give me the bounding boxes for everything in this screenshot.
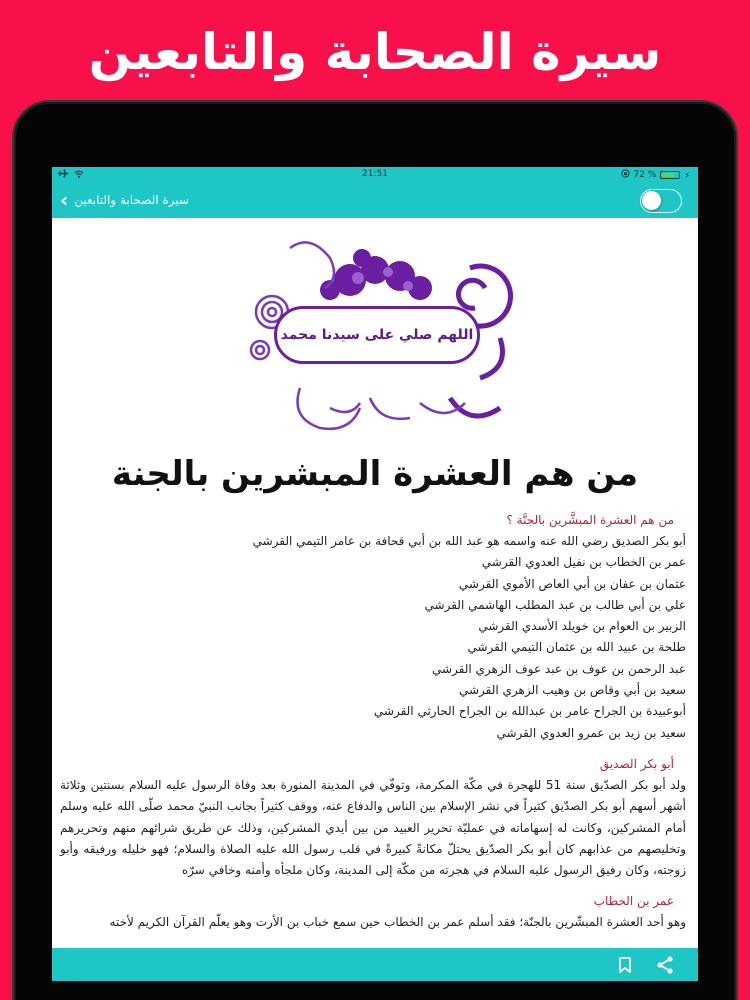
orientation-lock-icon — [621, 169, 630, 181]
battery-icon — [660, 171, 680, 179]
bookmark-icon — [614, 954, 636, 976]
status-bar — [52, 167, 698, 183]
spacer — [60, 744, 686, 754]
back-label: سيرة الصحابة والتابعين — [74, 193, 189, 207]
list-item: أبو بكر الصديق رضي الله عنه واسمه هو عبد الله بن أبي قحافة بن عامر التيمي القرشي — [252, 534, 686, 548]
app-screen — [52, 167, 698, 981]
app-banner-title: سيرة الصحابة والتابعين — [88, 23, 662, 81]
paragraph-umar: وهو أحد العشرة المبشّرين بالجنّة؛ فقد أسلم عمر بن الخطاب حين سمع خباب بن الأرت وهو يعلّم القرآن الكريم لأخته — [109, 915, 686, 930]
article-body — [60, 510, 686, 934]
navigation-bar — [52, 183, 698, 218]
bottom-toolbar — [52, 948, 698, 981]
list-item: سعيد بن زيد بن عمرو العدوي القرشي — [496, 725, 686, 740]
night-mode-toggle[interactable] — [640, 189, 682, 213]
page-title: من هم العشرة المبشرين بالجنة — [111, 454, 639, 494]
toggle-knob — [642, 191, 661, 210]
salawat-plaque: اللهم صلي على سيدنا محمد — [274, 306, 480, 364]
list-item: سعيد بن أبي وقاص بن وهيب الزهري القرشي — [458, 683, 686, 698]
article-content[interactable] — [52, 218, 698, 948]
list-item: عمر بن الخطاب بن نفيل العدوي القرشي — [481, 555, 686, 570]
status-time: 21:51 — [362, 169, 388, 179]
list-item: علي بن أبي طالب بن عبد المطلب الهاشمي القرشي — [424, 597, 686, 612]
list-item: عبد الرحمن بن عوف بن عبد عوف الزهري القرشي — [431, 661, 686, 676]
share-icon — [654, 954, 676, 976]
spacer — [60, 881, 686, 891]
share-button[interactable] — [654, 954, 676, 976]
back-button[interactable] — [60, 189, 189, 211]
section-title-ten-promised: من هم العشرة المبشَّرين بالجنَّة ؟ — [506, 513, 674, 527]
paragraph-abu-bakr: ولد أبو بكر الصدّيق سنة 51 للهجرة في مكّة المكرمة، وتوفّي في المدينة المنورة بعد وفاة الرسول عليه السلام بسنتين وثلاثة أشهر أسهم أبو بكر الصدّيق كثيراً في نشر الإسلام بين الناس والدفاع عنه، ووقف كثيراً بجانب النبيّ محمد صلّى الله عليه وسلم أمام المشركين، وكانت له إسهاماته في عمليّة تحرير العبيد من بين أيدي المشركين، وذلك عن طريق شرائهم منهم وتحريرهم وتخليصهم من عذابهم كان أبو بكر الصدّيق يحتلّ مكانةً كبيرةً في قلب رسول الله عليه الصلاة والسلام؛ فهو خليله ورفيقه وأبو زوجته، وكان رفيق الرسول عليه السلام في هجرته من مكّة إلى المدينة، وكان ملجأه وأمنه وخافي سرّه — [60, 777, 687, 878]
bookmark-button[interactable] — [614, 954, 636, 976]
section-title-umar: عمر بن الخطاب — [593, 894, 674, 909]
list-item: أبوعبيدة بن الجراح عامر بن عبدالله بن الجراح الحارثي القرشي — [373, 704, 686, 719]
charging-bolt-icon: ⚡ — [684, 170, 690, 180]
list-item: عثمان بن عفان بن أبي العاص الأموي القرشي — [458, 576, 686, 591]
section-title-abu-bakr: أبو بكر الصديق — [599, 756, 674, 771]
decorative-ornament-image — [230, 228, 530, 440]
list-item: طلحة بن عبيد الله بن عثمان التيمي القرشي — [467, 640, 686, 655]
battery-percent: 72 % — [633, 170, 657, 180]
list-item: الزبير بن العوام بن خويلد الأسدي القرشي — [478, 619, 686, 634]
chevron-left-icon: ‹ — [60, 188, 69, 212]
